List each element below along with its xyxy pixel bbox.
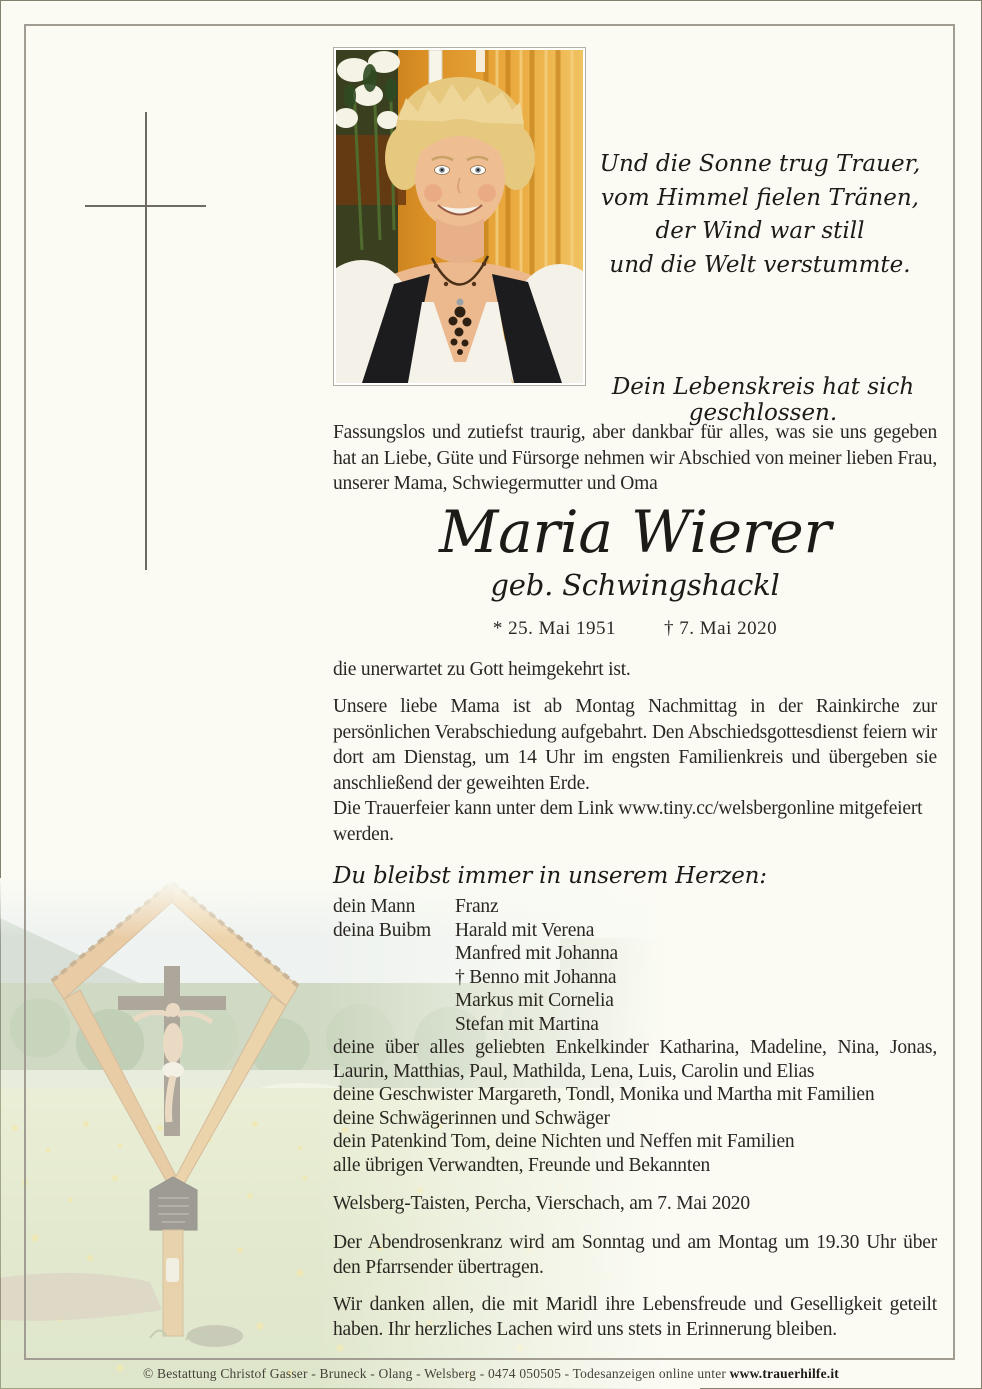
remembrance-line: deine über alles geliebten Enkelkinder Katharina, Madeline, Nina, Jonas, Laurin, Matthias, Paul, Mathilda, Lena, Luis, Carolin und Elias	[333, 1037, 937, 1082]
family-relation: dein Mann	[333, 896, 416, 917]
footer-website: www.trauerhilfe.it	[729, 1366, 839, 1381]
death-date: † 7. Mai 2020	[664, 617, 778, 639]
poem-line: und die Welt verstummte.	[609, 251, 911, 278]
family-names: Markus mit Cornelia	[455, 990, 614, 1011]
life-dates	[333, 617, 937, 641]
remembrance-line: alle übrigen Verwandten, Freunde und Bekannten	[333, 1154, 711, 1176]
family-relation	[333, 989, 455, 1013]
remembrance-line: deine Geschwister Margareth, Tondl, Monika und Martha mit Familien	[333, 1084, 875, 1105]
passing-line: die unerwartet zu Gott heimgekehrt ist.	[333, 658, 631, 680]
note-paragraph: Der Abendrosenkranz wird am Sonntag und am Montag um 19.30 Uhr über den Pfarrsender übertragen.	[333, 1231, 937, 1278]
poem-line: der Wind war still	[655, 218, 865, 244]
note-paragraph: Wir danken allen, die mit Maridl ihre Lebensfreude und Geselligkeit geteilt haben. Ihr herzliches Lachen wird uns stets in Erinnerung bleiben.	[333, 1293, 937, 1340]
intro-text: Fassungslos und zutiefst traurig, aber dankbar für alles, was sie uns gegeben hat an Liebe, Güte und Fürsorge nehmen wir Abschied von meiner lieben Frau, unserer Mama, Schwiegermutter und Oma	[333, 422, 937, 494]
family-names: Harald mit Verena	[455, 919, 595, 941]
family-names: Manfred mit Johanna	[455, 943, 618, 964]
portrait-photo	[333, 47, 586, 386]
footer	[0, 1366, 982, 1382]
family-relation	[333, 1013, 455, 1037]
footer-text: © Bestattung Christof Gasser - Bruneck - Olang - Welsberg - 0474 050505 - Todesanzeigen online unter	[142, 1366, 730, 1381]
family-names: Stefan mit Martina	[455, 1013, 599, 1035]
memorial-cross-icon	[145, 112, 147, 570]
family-names: Franz	[455, 896, 499, 917]
family-relation	[333, 942, 455, 966]
remembrance-line: dein Patenkind Tom, deine Nichten und Neffen mit Familien	[333, 1131, 795, 1152]
family-relation: deina Buibm	[333, 919, 431, 941]
announcement-paragraph: Unsere liebe Mama ist ab Montag Nachmittag in der Rainkirche zur persönlichen Verabschiedung aufgebahrt. Den Abschiedsgottesdienst feiern wir dort am Dienstag, um 14 Uhr im engsten Familienkreis und übergeben sie anschließend der geweihten Erde.	[333, 696, 937, 794]
family-list	[333, 895, 937, 1036]
remembrance-heading: Du bleibst immer in unserem Herzen:	[333, 863, 767, 889]
family-relation	[333, 966, 455, 990]
birth-date: * 25. Mai 1951	[492, 617, 616, 639]
poem	[590, 148, 930, 282]
memorial-cross-icon	[85, 205, 206, 207]
deceased-name: Maria Wierer	[438, 497, 832, 566]
maiden-name: geb. Schwingshackl	[490, 567, 780, 602]
trauerfeier-paragraph: Die Trauerfeier kann unter dem Link www.tiny.cc/welsbergonline mitgefeiert werden.	[333, 798, 923, 845]
closing-line: Dein Lebenskreis hat sich geschlossen.	[611, 374, 915, 426]
family-names: † Benno mit Johanna	[455, 966, 617, 988]
dateline: Welsberg-Taisten, Percha, Vierschach, am 7. Mai 2020	[333, 1193, 750, 1214]
main-text	[333, 420, 937, 1343]
remembrance-line: deine Schwägerinnen und Schwäger	[333, 1107, 610, 1129]
poem-line: vom Himmel fielen Tränen,	[601, 184, 919, 211]
poem-line: Und die Sonne trug Trauer,	[599, 151, 921, 177]
